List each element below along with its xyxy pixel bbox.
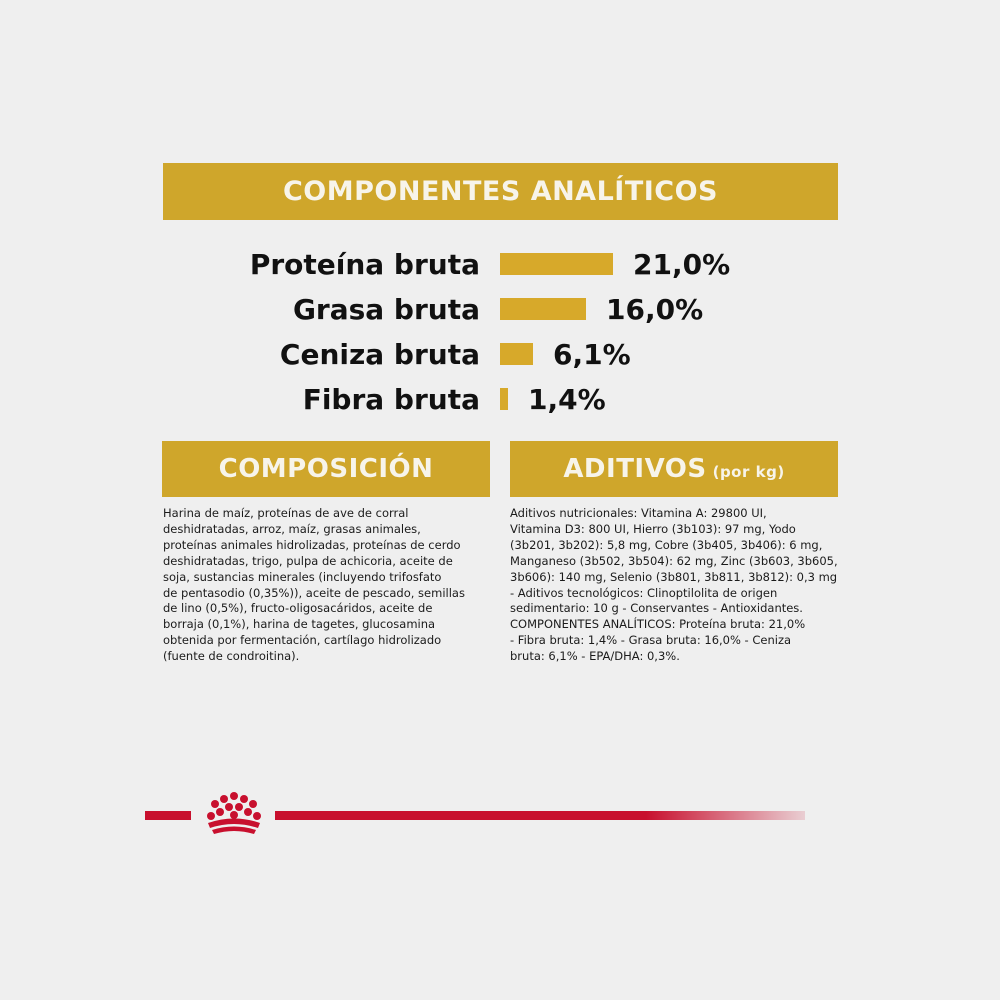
row-bar — [500, 298, 586, 320]
additives-subtitle: (por kg) — [712, 463, 785, 481]
row-bar — [500, 388, 508, 410]
analytical-components-title: COMPONENTES ANALÍTICOS — [282, 176, 719, 207]
analytical-row-fat — [160, 290, 840, 330]
row-label: Ceniza bruta — [279, 338, 480, 371]
analytical-components-banner — [163, 163, 838, 220]
additives-banner — [510, 441, 838, 497]
analytical-row-fiber — [160, 380, 840, 420]
composition-text: Harina de maíz, proteínas de ave de corral deshidratadas, arroz, maíz, grasas animales, proteínas animales hidrolizadas, proteínas de cerdo deshidratadas, trigo, pulpa de achicoria, aceite de soja, sustancias minerales (incluyendo trifosfato de pentasodio (0,35%)), aceite de pescado, semillas de lino (0,5%), fructo-oligosacáridos, aceite de borraja (0,1%), harina de tagetes, glucosamina obtenida por fermentación, cartílago hidrolizado (fuente de condroitina). — [163, 506, 465, 664]
row-bar — [500, 253, 613, 275]
row-value: 21,0% — [633, 248, 731, 281]
row-label: Grasa bruta — [292, 293, 480, 326]
crown-icon — [196, 790, 272, 836]
analytical-row-ash — [160, 335, 840, 375]
row-value: 6,1% — [553, 338, 631, 371]
row-label: Proteína bruta — [249, 248, 480, 281]
row-value: 16,0% — [606, 293, 704, 326]
footer-line-right — [275, 811, 805, 820]
analytical-row-protein — [160, 245, 840, 285]
additives-text: Aditivos nutricionales: Vitamina A: 29800 UI, Vitamina D3: 800 UI, Hierro (3b103): 97 mg, Yodo (3b201, 3b202): 5,8 mg, Cobre (3b405, 3b406): 6 mg, Manganeso (3b502, 3b504): 62 mg, Zinc (3b603, 3b605, 3b606): 140 mg, Selenio (3b801, 3b811, 3b812): 0,3 mg - Aditivos tecnológicos: Clinoptilolita de origen sedimentario: 10 g - Conservantes - Antioxidantes. COMPONENTES ANALÍTICOS: Proteína bruta: 21,0% - Fibra bruta: 1,4% - Grasa bruta: 16,0% - Ceniza bruta: 6,1% - EPA/DHA: 0,3%. — [510, 506, 838, 664]
composition-banner — [162, 441, 490, 497]
row-label: Fibra bruta — [302, 383, 480, 416]
footer-line-left — [145, 811, 191, 820]
row-bar — [500, 343, 533, 365]
row-value: 1,4% — [528, 383, 606, 416]
additives-title: ADITIVOS — [563, 454, 707, 484]
composition-title: COMPOSICIÓN — [218, 454, 434, 484]
